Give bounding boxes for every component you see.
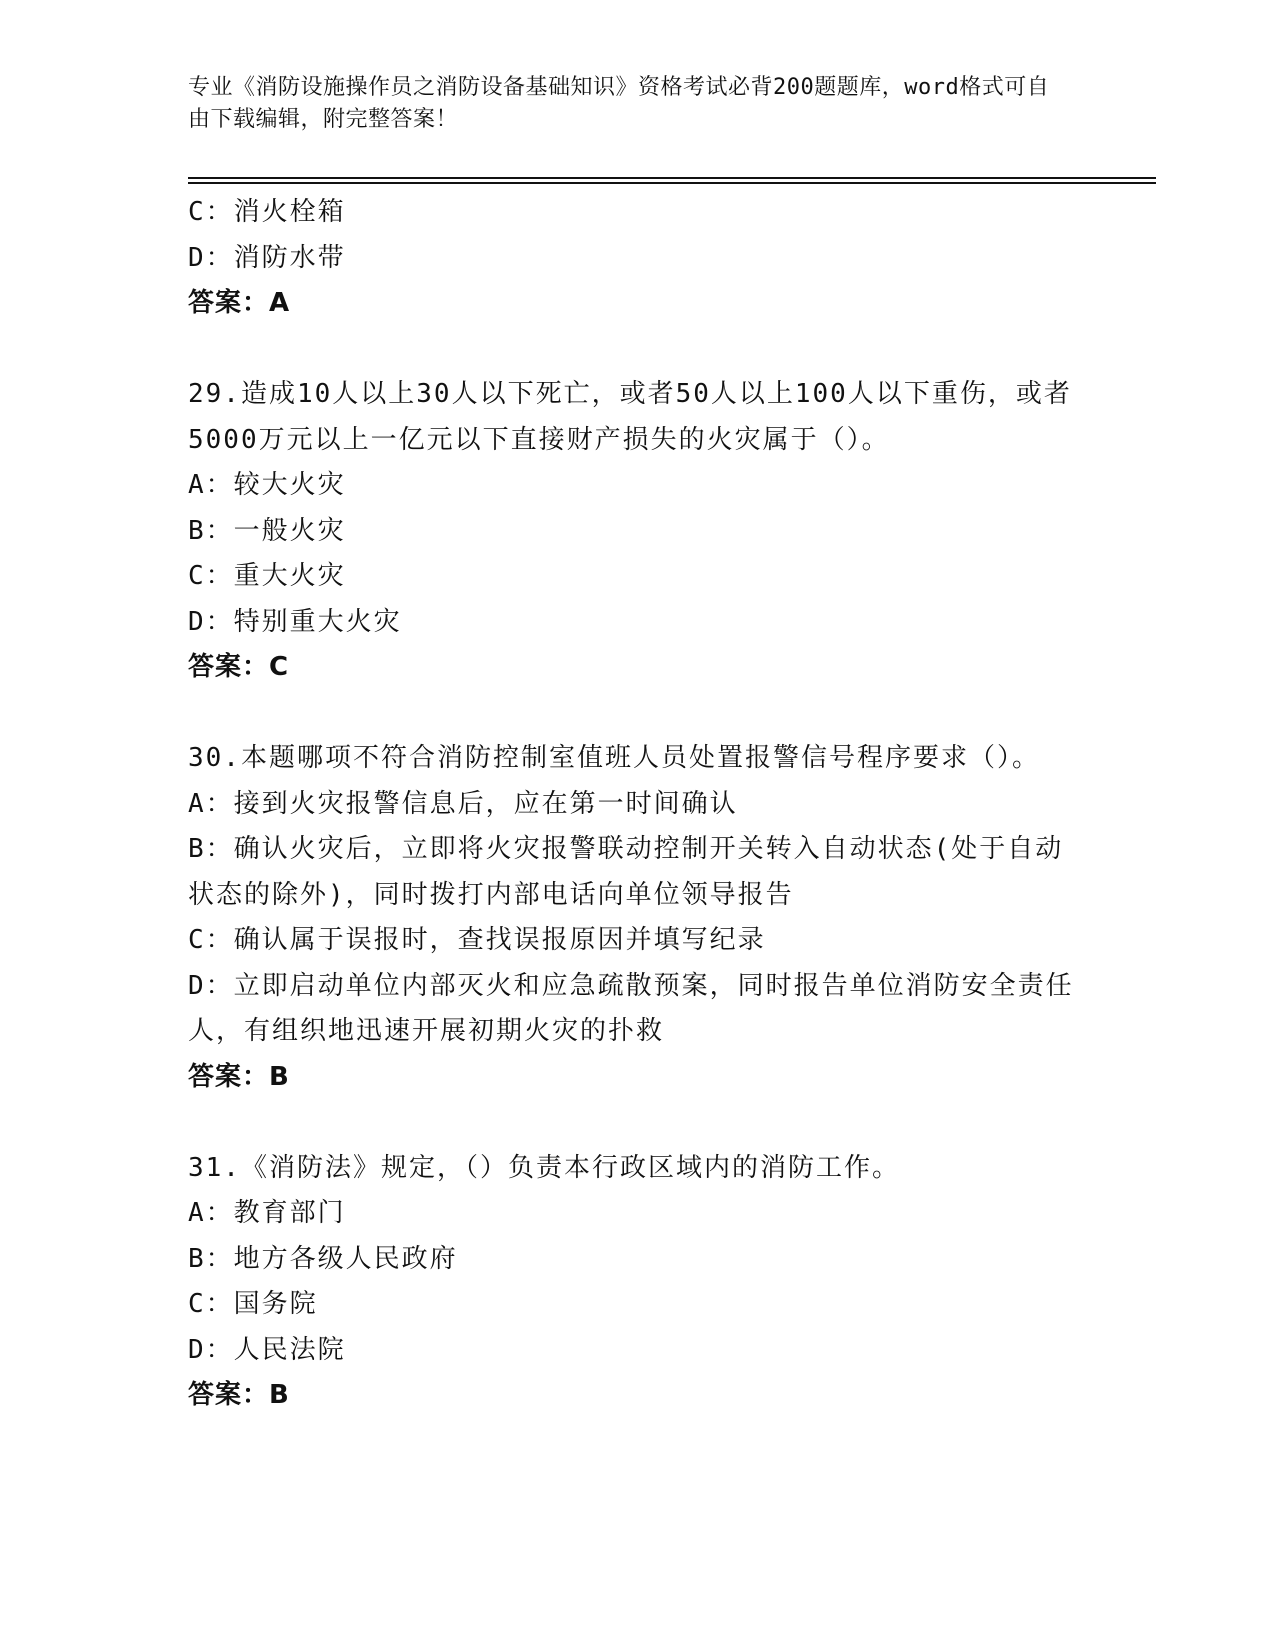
spacer xyxy=(188,327,1088,373)
option-a: A：接到火灾报警信息后，应在第一时间确认 xyxy=(188,788,738,819)
option-b: B：地方各级人民政府 xyxy=(188,1243,458,1274)
question-continued xyxy=(188,190,1088,327)
document-header: 专业《消防设施操作员之消防设备基础知识》资格考试必背200题题库，word格式可自由下载编辑，附完整答案！ xyxy=(188,75,1050,132)
spacer xyxy=(188,691,1088,737)
option-c: C：确认属于误报时，查找误报原因并填写纪录 xyxy=(188,925,766,955)
option-d: D：特别重大火灾 xyxy=(188,606,402,637)
option-a: A：教育部门 xyxy=(188,1198,346,1228)
option-c: C：重大火灾 xyxy=(188,561,346,591)
question-30 xyxy=(188,736,1088,1100)
answer-line: 答案：B xyxy=(188,1061,290,1092)
question-stem: 31.《消防法》规定，（）负责本行政区域内的消防工作。 xyxy=(188,1152,900,1183)
option-d: D：消防水带 xyxy=(188,242,346,273)
header-rule-top xyxy=(188,177,1156,179)
header-rule-bottom xyxy=(188,182,1156,184)
question-31 xyxy=(188,1146,1088,1419)
answer-line: 答案：A xyxy=(188,288,291,318)
question-list xyxy=(188,190,1088,1419)
spacer xyxy=(188,1100,1088,1146)
answer-line: 答案：C xyxy=(188,652,290,682)
option-d: D：立即启动单位内部灭火和应急疏散预案，同时报告单位消防安全责任人，有组织地迅速开展初期火灾的扑救 xyxy=(188,970,1074,1046)
option-a: A：较大火灾 xyxy=(188,470,346,500)
answer-line: 答案：B xyxy=(188,1380,290,1410)
option-d: D：人民法院 xyxy=(188,1334,346,1365)
option-b: B：确认火灾后，立即将火灾报警联动控制开关转入自动状态(处于自动状态的除外)，同时拨打内部电话向单位领导报告 xyxy=(188,834,1064,910)
question-stem: 29.造成10人以上30人以下死亡，或者50人以上100人以下重伤，或者5000万元以上一亿元以下直接财产损失的火灾属于（）。 xyxy=(188,379,1072,455)
question-29 xyxy=(188,372,1088,691)
option-c: C：消火栓箱 xyxy=(188,197,346,227)
option-b: B：一般火灾 xyxy=(188,515,346,546)
question-stem: 30.本题哪项不符合消防控制室值班人员处置报警信号程序要求（）。 xyxy=(188,743,1040,773)
option-c: C：国务院 xyxy=(188,1289,318,1319)
